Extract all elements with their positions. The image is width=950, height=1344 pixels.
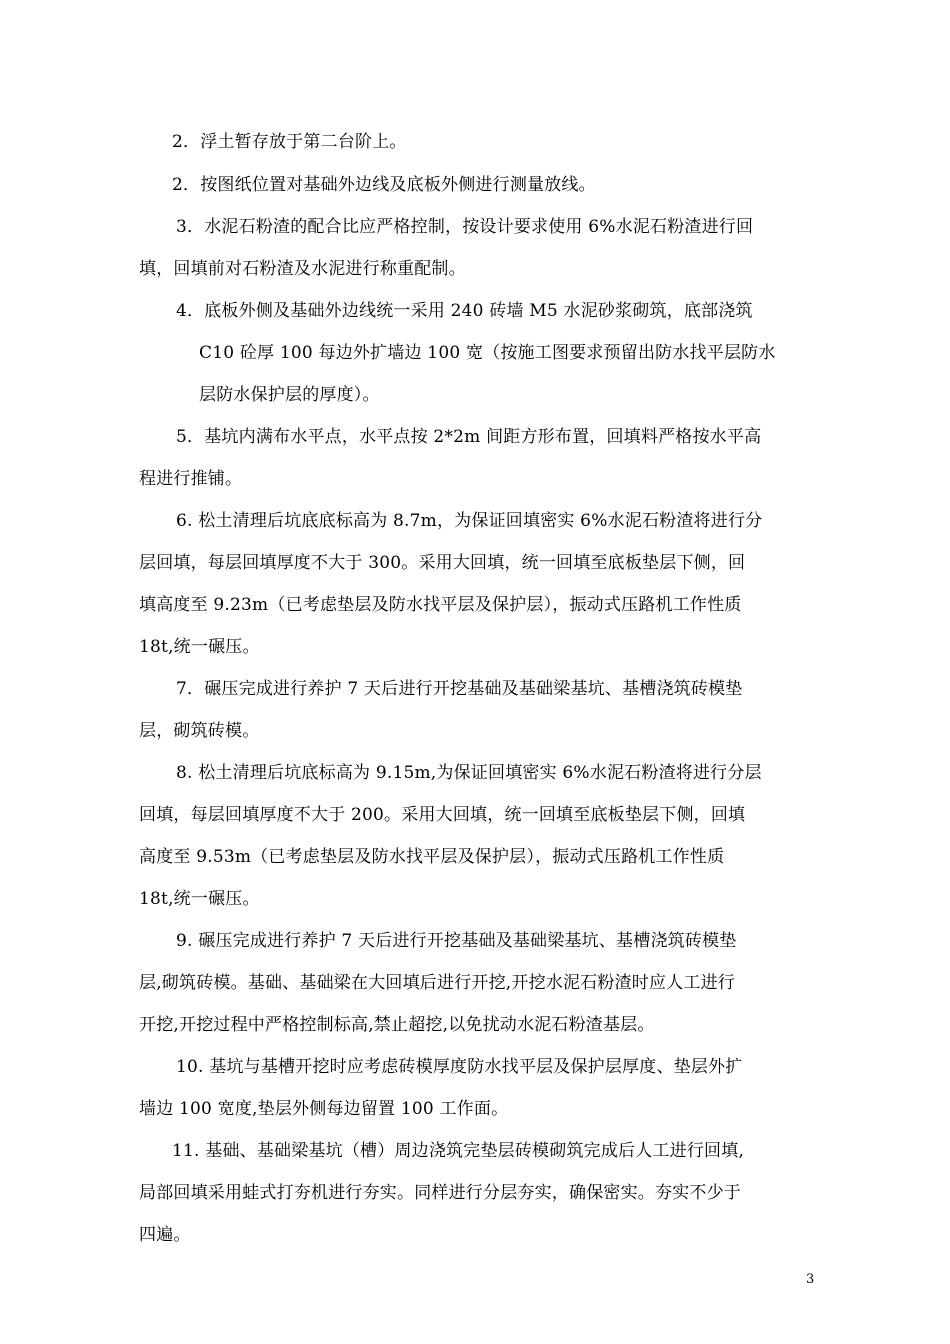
text-line: 18t,统一碾压。 [139,889,260,909]
text-line: 6. 松土清理后坑底底标高为 8.7m，为保证回填密实 6%水泥石粉渣将进行分 [176,511,763,531]
text-line: 5．基坑内满布水平点，水平点按 2*2m 间距方形布置，回填料严格按水平高 [176,427,762,447]
text-line: 2．按图纸位置对基础外边线及底板外侧进行测量放线。 [172,175,596,195]
text-line: 高度至 9.53m（已考虑垫层及防水找平层及保护层），振动式压路机工作性质 [139,847,725,867]
text-line: 填高度至 9.23m（已考虑垫层及防水找平层及保护层），振动式压路机工作性质 [139,595,742,615]
text-line: 开挖,开挖过程中严格控制标高,禁止超挖,以免扰动水泥石粉渣基层。 [139,1015,655,1035]
text-line: 层回填，每层回填厚度不大于 300。采用大回填，统一回填至底板垫层下侧，回 [139,553,746,573]
text-line: 4．底板外侧及基础外边线统一采用 240 砖墙 M5 水泥砂浆砌筑，底部浇筑 [176,301,753,321]
text-line: 8. 松土清理后坑底标高为 9.15m,为保证回填密实 6%水泥石粉渣将进行分层 [176,763,762,783]
text-line: 填，回填前对石粉渣及水泥进行称重配制。 [139,259,466,279]
text-line: 墙边 100 宽度,垫层外侧每边留置 100 工作面。 [139,1099,509,1119]
text-line: 18t,统一碾压。 [139,637,260,657]
text-line: 3．水泥石粉渣的配合比应严格控制，按设计要求使用 6%水泥石粉渣进行回 [176,217,754,237]
text-line: 7．碾压完成进行养护 7 天后进行开挖基础及基础梁基坑、基槽浇筑砖模垫 [176,679,743,699]
text-line: 11. 基础、基础梁基坑（槽）周边浇筑完垫层砖模砌筑完成后人工进行回填, [172,1141,745,1161]
text-line: 程进行推铺。 [139,469,243,489]
text-line: 层防水保护层的厚度）。 [199,385,380,405]
text-line: 四遍。 [139,1225,191,1245]
page-number: 3 [806,1272,815,1287]
text-line: 层，砌筑砖模。 [139,721,260,741]
text-line: 局部回填采用蛙式打夯机进行夯实。同样进行分层夯实，确保密实。夯实不少于 [139,1183,741,1203]
text-line: 10. 基坑与基槽开挖时应考虑砖模厚度防水找平层及保护层厚度、垫层外扩 [176,1057,743,1077]
text-line: 9. 碾压完成进行养护 7 天后进行开挖基础及基础梁基坑、基槽浇筑砖模垫 [176,931,737,951]
text-line: 层,砌筑砖模。基础、基础梁在大回填后进行开挖,开挖水泥石粉渣时应人工进行 [139,973,736,993]
text-line: C10 砼厚 100 每边外扩墙边 100 宽（按施工图要求预留出防水找平层防水 [199,343,776,363]
text-line: 2．浮土暂存放于第二台阶上。 [172,132,407,152]
text-line: 回填，每层回填厚度不大于 200。采用大回填，统一回填至底板垫层下侧，回填 [139,805,746,825]
